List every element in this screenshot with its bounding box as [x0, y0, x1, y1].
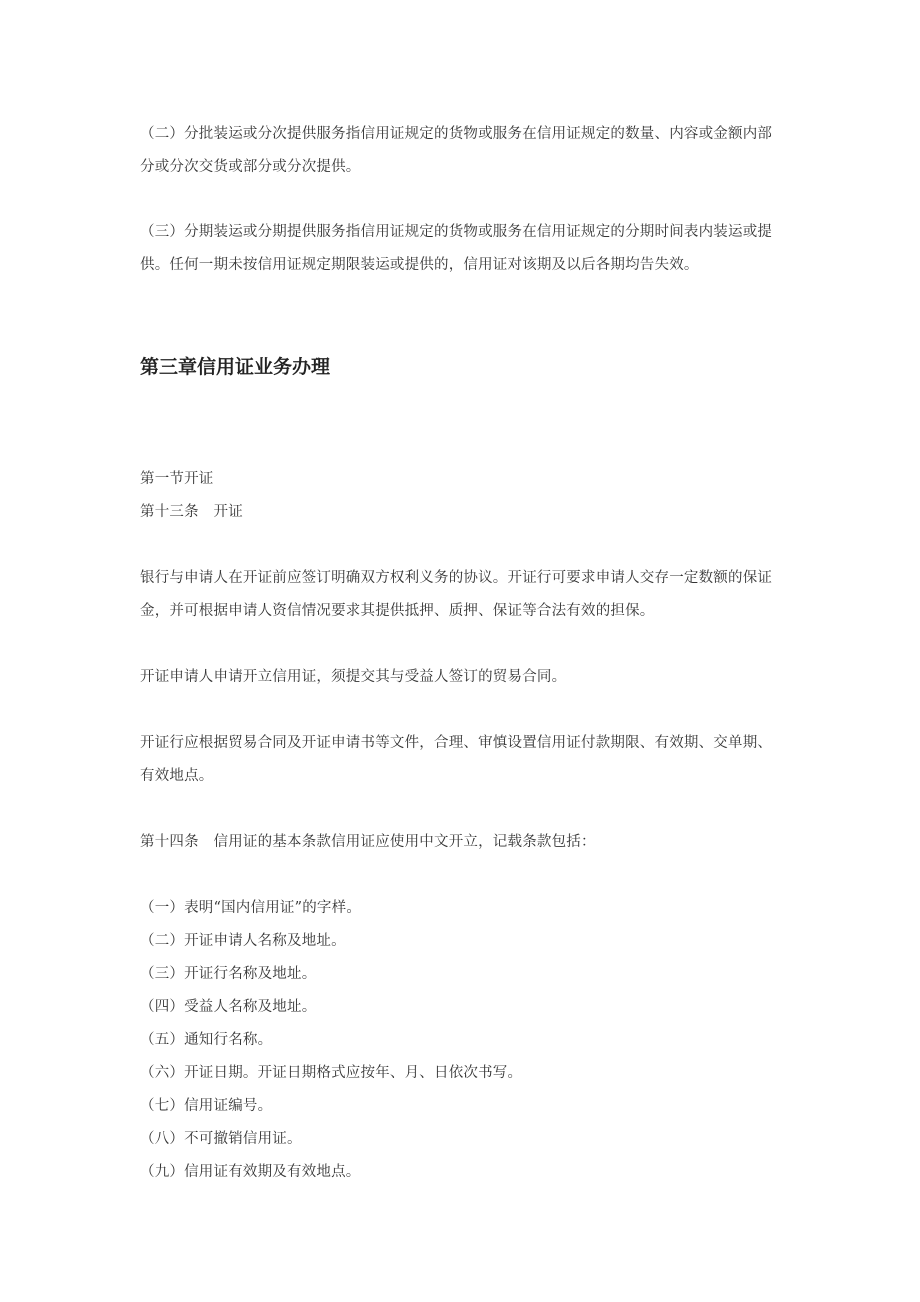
clause-item: （三）开证行名称及地址。 — [140, 966, 317, 982]
clause-item: （四）受益人名称及地址。 — [140, 999, 317, 1015]
article-13-paragraph-3: 开证行应根据贸易合同及开证申请书等文件，合理、审慎设置信用证付款期限、有效期、交单期、有效地点。 — [140, 735, 773, 784]
clause-item: （五）通知行名称。 — [140, 1032, 273, 1048]
article-13-paragraph-2: 开证申请人申请开立信用证，须提交其与受益人签订的贸易合同。 — [140, 669, 567, 685]
chapter-title: 第三章信用证业务办理 — [140, 356, 331, 378]
clause-item: （八）不可撤销信用证。 — [140, 1131, 302, 1147]
paragraph-item-3: （三）分期装运或分期提供服务指信用证规定的货物或服务在信用证规定的分期时间表内装运或提供。任何一期未按信用证规定期限装运或提供的，信用证对该期及以后各期均告失效。 — [140, 224, 773, 273]
article-13-title: 第十三条 开证 — [140, 504, 243, 520]
article-14-clause-list — [140, 892, 522, 1189]
clause-item: （六）开证日期。开证日期格式应按年、月、日依次书写。 — [140, 1065, 523, 1081]
paragraph-item-2: （二）分批装运或分次提供服务指信用证规定的货物或服务在信用证规定的数量、内容或金额内部分或分次交货或部分或分次提供。 — [140, 126, 773, 175]
article-13-paragraph-1: 银行与申请人在开证前应签订明确双方权利义务的协议。开证行可要求申请人交存一定数额的保证金，并可根据申请人资信情况要求其提供抵押、质押、保证等合法有效的担保。 — [140, 570, 773, 619]
section-title: 第一节开证 — [140, 471, 214, 487]
clause-item: （九）信用证有效期及有效地点。 — [140, 1164, 361, 1180]
clause-item: （七）信用证编号。 — [140, 1098, 273, 1114]
clause-item: （二）开证申请人名称及地址。 — [140, 933, 346, 949]
article-14-intro: 第十四条 信用证的基本条款信用证应使用中文开立，记载条款包括： — [140, 834, 596, 850]
clause-item: （一）表明“国内信用证”的字样。 — [140, 900, 362, 916]
